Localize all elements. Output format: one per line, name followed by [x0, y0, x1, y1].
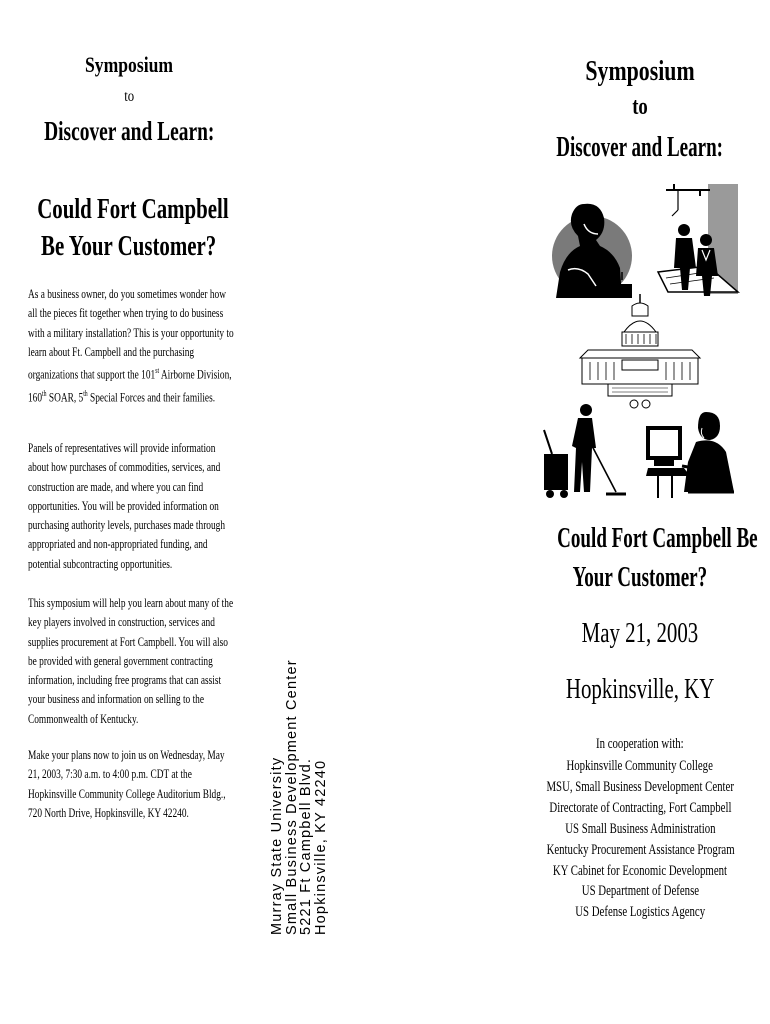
- address-line3: 5221 Ft Campbell Blvd.: [298, 757, 314, 935]
- right-question-line2: Your Customer?: [572, 562, 708, 593]
- address-line2: Small Business Development Center: [283, 659, 300, 935]
- right-question-line1: Could Fort Campbell Be: [557, 523, 758, 554]
- construction-workers-clipart: [656, 180, 742, 300]
- address-line1: Murray State University: [269, 756, 285, 935]
- businessman-clipart: [548, 200, 640, 300]
- partner-item: US Defense Logistics Agency: [575, 904, 705, 921]
- right-discover-heading: Discover and Learn:: [556, 132, 724, 163]
- partner-item: MSU, Small Business Development Center: [546, 778, 734, 795]
- partner-item: Kentucky Procurement Assistance Program: [546, 841, 735, 858]
- plans-paragraph: Make your plans now to join us on Wednesday, May 21, 2003, 7:30 a.m. to 4:00 p.m. CDT at the Hopkinsville Community College Auditorium Bldg., 720 North Drive, Hopkinsville, KY 42240.: [28, 747, 226, 820]
- right-to-word: to: [632, 94, 648, 120]
- computer-worker-clipart: [644, 410, 736, 502]
- left-question-line1: Could Fort Campbell: [37, 193, 229, 225]
- left-symposium-title: Symposium: [84, 52, 174, 77]
- event-city: Hopkinsville, KY: [565, 673, 715, 705]
- event-date: May 21, 2003: [581, 617, 699, 649]
- right-panel: [510, 0, 770, 1024]
- partner-item: Directorate of Contracting, Fort Campbell: [548, 799, 732, 816]
- left-panel: [0, 0, 258, 1024]
- intro-paragraph: As a business owner, do you sometimes wonder how all the pieces fit together when trying to do business with a military installation? This is your opportunity to learn about Ft. Campbell and the purchasing organizations that support the 101st Airborne Division, 160th SOAR, 5th Special Forces and their families.: [28, 286, 234, 405]
- left-discover-heading: Discover and Learn:: [43, 116, 215, 146]
- left-to-word: to: [124, 88, 134, 105]
- address-line4: Hopkinsville, KY 42240: [312, 759, 329, 935]
- mailing-address: [270, 659, 328, 935]
- left-question-line2: Be Your Customer?: [41, 230, 217, 262]
- partner-item: KY Cabinet for Economic Development: [552, 862, 728, 879]
- right-symposium-title: Symposium: [585, 56, 695, 87]
- partner-item: US Department of Defense: [581, 883, 699, 900]
- partner-item: Hopkinsville Community College: [566, 758, 714, 774]
- symposium-paragraph: This symposium will help you learn about many of the key players involved in construction, services and supplies procurement at Fort Campbell. You will also be provided with general government contracting information, including free programs that can assist your business and information on selling to the Commonwealth of Kentucky.: [28, 595, 234, 726]
- janitor-clipart: [540, 402, 630, 502]
- panels-paragraph: Panels of representatives will provide information about how purchases of commodities, services, and construction are made, and where you can find opportunities. You will be provided information on purchasing authority levels, purchases made through appropriated and non-appropriated funding, and potential subcontracting opportunities.: [28, 440, 226, 571]
- partner-list: [510, 756, 770, 923]
- cooperation-heading: In cooperation with:: [596, 736, 684, 752]
- partner-item: US Small Business Administration: [564, 820, 716, 837]
- capitol-building-clipart: [578, 292, 702, 410]
